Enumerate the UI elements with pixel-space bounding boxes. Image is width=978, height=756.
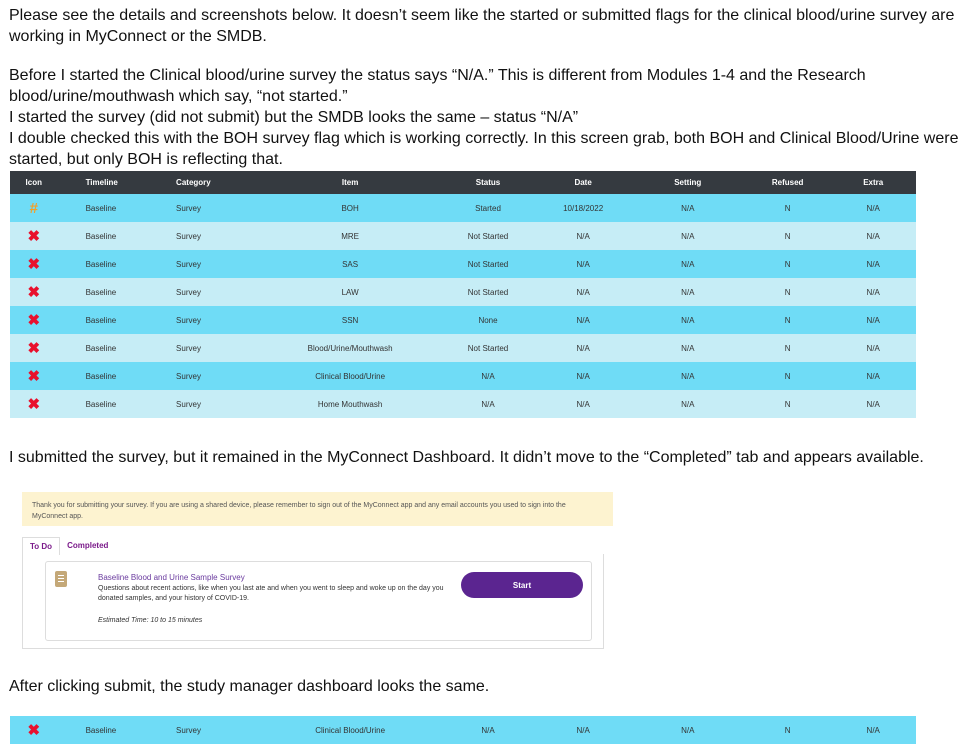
- started-icon: #: [29, 199, 38, 217]
- cell-category: Survey: [176, 399, 201, 409]
- cell-refused: N: [784, 315, 791, 325]
- cell-status: Not Started: [467, 231, 509, 241]
- cell-extra: N/A: [866, 315, 880, 325]
- cell-date: N/A: [576, 259, 590, 269]
- not-started-icon: ✖: [27, 312, 41, 329]
- cell-status: N/A: [481, 725, 495, 735]
- cell-refused: N: [784, 343, 791, 353]
- cell-timeline: Baseline: [85, 203, 117, 213]
- cell-item: Clinical Blood/Urine: [315, 725, 386, 735]
- cell-date: 10/18/2022: [563, 203, 604, 213]
- cell-extra: N/A: [866, 343, 880, 353]
- cell-date: N/A: [576, 343, 590, 353]
- cell-item: MRE: [341, 231, 359, 241]
- not-started-icon: ✖: [27, 256, 41, 273]
- table-row: [10, 278, 916, 306]
- cell-timeline: Baseline: [85, 287, 117, 297]
- cell-setting: N/A: [681, 287, 695, 297]
- cell-date: N/A: [576, 371, 590, 381]
- cell-category: Survey: [176, 371, 201, 381]
- cell-date: N/A: [576, 315, 590, 325]
- cell-date: Date: [574, 178, 592, 187]
- survey-card: [45, 561, 592, 641]
- tab-to-do[interactable]: To Do: [22, 537, 60, 555]
- cell-extra: N/A: [866, 371, 880, 381]
- cell-refused: N: [784, 259, 791, 269]
- cell-setting: Setting: [674, 178, 702, 187]
- cell-timeline: Baseline: [85, 259, 117, 269]
- not-started-icon: ✖: [27, 396, 41, 413]
- cell-setting: N/A: [681, 231, 695, 241]
- paragraph-before-start: Before I started the Clinical blood/urine survey the status says “N/A.” This is different from Modules 1-4 and the Research blood/urine/mouthwash which say, “not started.”: [9, 67, 866, 105]
- cell-date: N/A: [576, 231, 590, 241]
- cell-refused: N: [784, 725, 791, 735]
- cell-item: Home Mouthwash: [317, 399, 383, 409]
- paragraph-submitted: I submitted the survey, but it remained in the MyConnect Dashboard. It didn’t move to the “Completed” tab and appears available.: [9, 449, 924, 466]
- tab-completed[interactable]: Completed: [67, 541, 109, 550]
- cell-timeline: Baseline: [85, 371, 117, 381]
- cell-status: Not Started: [467, 343, 509, 353]
- not-started-icon: ✖: [27, 722, 41, 739]
- cell-item: Item: [341, 178, 359, 187]
- cell-category: Survey: [176, 259, 201, 269]
- table-row: [10, 362, 916, 390]
- cell-category: Survey: [176, 343, 201, 353]
- intro-paragraph: Please see the details and screenshots below. It doesn’t seem like the started or submitted flags for the clinical blood/urine survey are working in MyConnect or the SMDB.: [9, 7, 955, 45]
- cell-refused: N: [784, 231, 791, 241]
- cell-status: None: [478, 315, 498, 325]
- cell-status: Not Started: [467, 259, 509, 269]
- cell-category: Category: [176, 178, 211, 187]
- cell-timeline: Baseline: [85, 343, 117, 353]
- cell-extra: N/A: [866, 399, 880, 409]
- cell-setting: N/A: [681, 371, 695, 381]
- table-row: [10, 390, 916, 418]
- smdb-after-table: [10, 716, 916, 744]
- cell-timeline: Baseline: [85, 315, 117, 325]
- cell-setting: N/A: [681, 203, 695, 213]
- cell-icon: Icon: [25, 178, 42, 187]
- cell-setting: N/A: [681, 315, 695, 325]
- cell-refused: Refused: [771, 178, 804, 187]
- table-row: [10, 194, 916, 222]
- cell-extra: N/A: [866, 203, 880, 213]
- cell-date: N/A: [576, 399, 590, 409]
- cell-date: N/A: [576, 725, 590, 735]
- cell-extra: N/A: [866, 725, 880, 735]
- cell-date: N/A: [576, 287, 590, 297]
- paragraph-started: I started the survey (did not submit) but the SMDB looks the same – status “N/A”: [9, 109, 579, 126]
- table-row: [10, 250, 916, 278]
- cell-category: Survey: [176, 287, 201, 297]
- start-button[interactable]: Start: [461, 572, 583, 598]
- cell-extra: N/A: [866, 287, 880, 297]
- not-started-icon: ✖: [27, 228, 41, 245]
- not-started-icon: ✖: [27, 284, 41, 301]
- not-started-icon: ✖: [27, 340, 41, 357]
- cell-extra: N/A: [866, 231, 880, 241]
- paragraph-boh-check: I double checked this with the BOH survey flag which is working correctly. In this screen grab, both BOH and Clinical Blood/Urine were started, but only BOH is reflecting that.: [9, 130, 959, 168]
- cell-refused: N: [784, 287, 791, 297]
- cell-status: N/A: [481, 371, 495, 381]
- cell-refused: N: [784, 203, 791, 213]
- cell-status: Status: [475, 178, 501, 187]
- cell-timeline: Baseline: [85, 725, 117, 735]
- table-row: [10, 334, 916, 362]
- cell-refused: N: [784, 399, 791, 409]
- submission-banner: Thank you for submitting your survey. If you are using a shared device, please remember to sign out of the MyConnect app and any email accounts you used to sign into the MyConnect app.: [22, 492, 613, 526]
- cell-status: Started: [475, 203, 501, 213]
- paragraph-after-submit: After clicking submit, the study manager dashboard looks the same.: [9, 678, 490, 695]
- cell-status: Not Started: [467, 287, 509, 297]
- cell-setting: N/A: [681, 343, 695, 353]
- cell-item: SSN: [341, 315, 359, 325]
- clipboard-icon: [55, 571, 67, 587]
- cell-item: BOH: [341, 203, 359, 213]
- cell-timeline: Timeline: [85, 178, 118, 187]
- cell-extra: N/A: [866, 259, 880, 269]
- table-row: [10, 306, 916, 334]
- survey-description: Questions about recent actions, like when you last ate and when you went to sleep and woke up on the day you donated samples, and your history of COVID-19.: [98, 585, 444, 602]
- not-started-icon: ✖: [27, 368, 41, 385]
- cell-timeline: Baseline: [85, 399, 117, 409]
- cell-extra: Extra: [863, 178, 884, 187]
- cell-item: SAS: [342, 259, 359, 269]
- cell-category: Survey: [176, 231, 201, 241]
- cell-category: Survey: [176, 725, 201, 735]
- cell-timeline: Baseline: [85, 231, 117, 241]
- cell-category: Survey: [176, 203, 201, 213]
- cell-item: LAW: [341, 287, 359, 297]
- table-row: [10, 716, 916, 744]
- survey-title: Baseline Blood and Urine Sample Survey: [98, 573, 245, 582]
- dashboard-tabs: [22, 537, 115, 555]
- table-header: [10, 171, 916, 194]
- table-row: [10, 222, 916, 250]
- cell-setting: N/A: [681, 399, 695, 409]
- smdb-table: [10, 171, 916, 418]
- cell-setting: N/A: [681, 259, 695, 269]
- cell-refused: N: [784, 371, 791, 381]
- cell-item: Clinical Blood/Urine: [315, 371, 386, 381]
- cell-category: Survey: [176, 315, 201, 325]
- cell-setting: N/A: [681, 725, 695, 735]
- cell-item: Blood/Urine/Mouthwash: [307, 343, 393, 353]
- cell-status: N/A: [481, 399, 495, 409]
- estimated-time: Estimated Time: 10 to 15 minutes: [98, 617, 203, 624]
